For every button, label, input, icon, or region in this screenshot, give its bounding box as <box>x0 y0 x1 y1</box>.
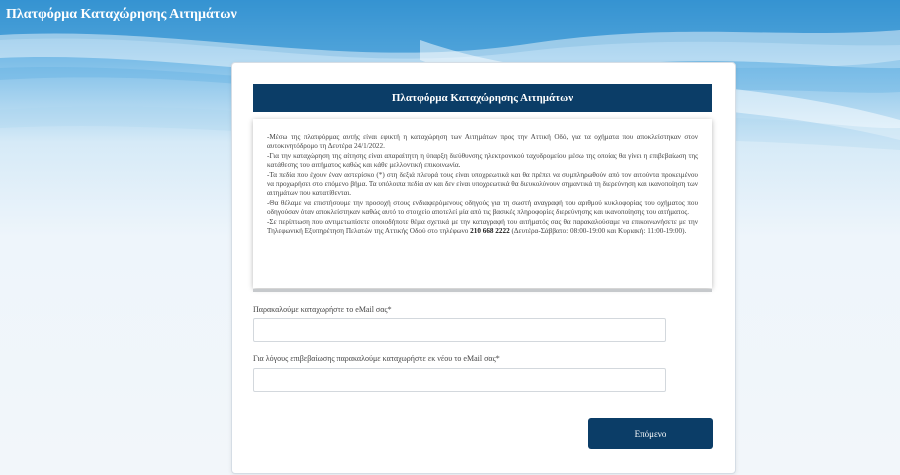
email-input[interactable] <box>253 318 666 342</box>
confirm-email-input[interactable] <box>253 368 666 392</box>
divider <box>253 289 712 292</box>
info-paragraph-3: -Τα πεδία που έχουν έναν αστερίσκο (*) στη δεξιά πλευρά τους είναι υποχρεωτικά και θα πρέπει να συμπληρωθούν από τον αιτούντα προκειμένου να προχωρήσει στο επόμενο βήμα. Τα υπόλοιπα πεδία αν και δεν είναι υποχρεωτικά θα διευκολύνουν σημαντικά τη διερεύνηση και ικανοποίηση των αιτημάτων που κατατίθενται. <box>267 170 698 198</box>
info-paragraph-1: -Μέσω της πλατφόρμας αυτής είναι εφικτή η καταχώρηση των Αιτημάτων προς την Αττική Οδό, για τα οχήματα που αποκλείστηκαν στον αυτοκινητόδρομο τη Δευτέρα 24/1/2022. <box>267 133 698 151</box>
contact-text: -Σε περίπτωση που αντιμετωπίσετε οποιοδήποτε θέμα σχετικά με την καταγραφή του αιτήματός σας θα παρακαλούσαμε να επικοινωνήσετε με την Τηλεφωνική Εξυπηρέτηση Πελατών της Αττικής Οδού στο τηλέφωνο <box>267 217 698 236</box>
contact-hours: (Δευτέρα-Σάββατο: 08:00-19:00 και Κυριακή: 11:00-19:00). <box>509 227 687 236</box>
card-header: Πλατφόρμα Καταχώρησης Αιτημάτων <box>253 84 712 112</box>
app-title-bar <box>0 0 900 32</box>
email-label: Παρακαλούμε καταχωρήστε το eMail σας* <box>253 305 392 314</box>
contact-phone: 210 668 2222 <box>470 227 510 236</box>
next-button[interactable]: Επόμενο <box>588 418 713 449</box>
info-paragraph-4: -Θα θέλαμε να επιστήσουμε την προσοχή στους ενδιαφερόμενους οδηγούς για τη σωστή αναγραφή του αριθμού κυκλοφορίας του οχήματος που οδηγούσαν όταν αποκλείστηκαν καθώς αυτό το στοιχείο αποτελεί μία από τις βασικές πληροφορίες διερεύνησης και ικανοποίησης του αιτήματος. <box>267 198 698 217</box>
form-card <box>231 62 736 474</box>
info-box <box>253 119 712 288</box>
info-paragraph-2: -Για την καταχώρηση της αίτησης είναι απαραίτητη η ύπαρξη διεύθυνσης ηλεκτρονικού ταχυδρομείου μέσω της οποίας θα γίνει η επιβεβαίωση της κατάθεσης του αιτήματος καθώς και κάθε μελλοντική επικοινωνία. <box>267 151 698 170</box>
confirm-email-label: Για λόγους επιβεβαίωσης παρακαλούμε καταχωρήστε εκ νέου το eMail σας* <box>253 354 500 363</box>
app-title: Πλατφόρμα Καταχώρησης Αιτημάτων <box>6 7 237 22</box>
info-paragraph-5 <box>267 218 698 237</box>
